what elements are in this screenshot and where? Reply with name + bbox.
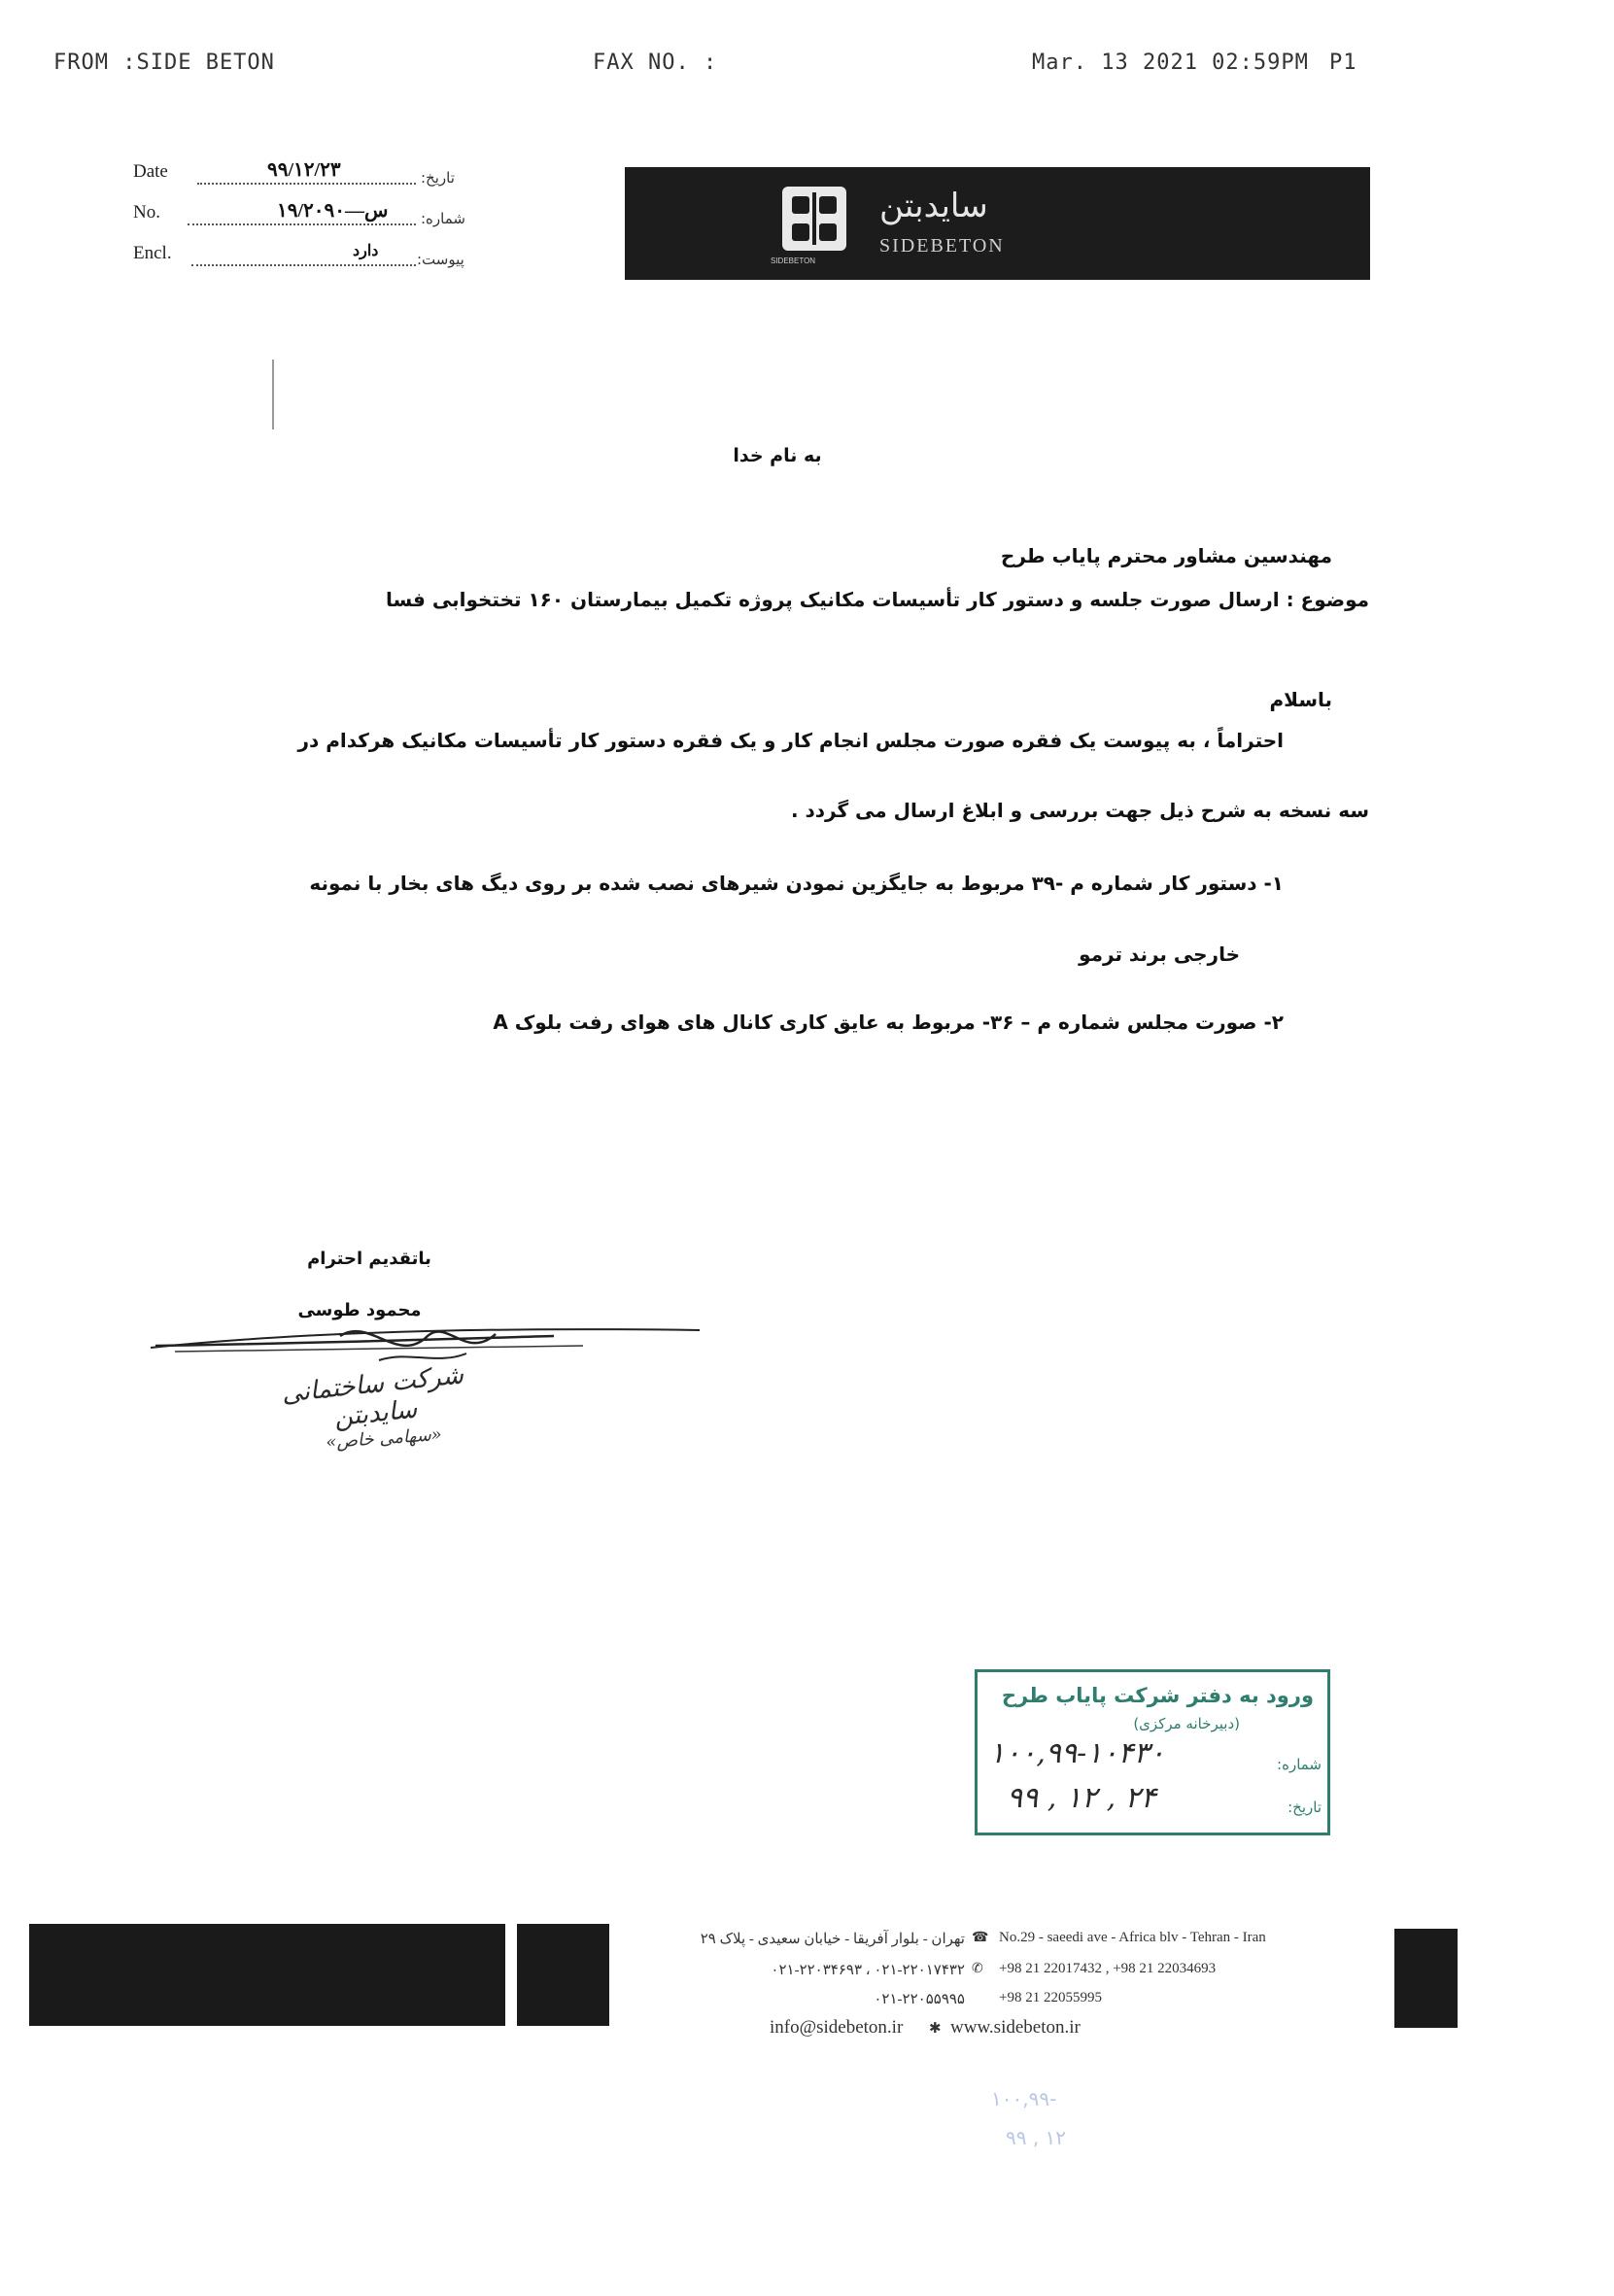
salutation: باسلام <box>1269 688 1332 711</box>
enclosure-label-fa: پیوست: <box>417 251 464 268</box>
footer-bar-left <box>29 1924 505 2026</box>
body-line-1: احتراماً ، به پیوست یک فقره صورت مجلس انجام کار و یک فقره دستور کار تأسیسات مکانیک هرکدام در <box>297 729 1284 752</box>
company-name-en: SIDEBETON <box>879 235 1005 257</box>
enclosure-dotted-line <box>191 264 416 266</box>
body-line-2: سه نسخه به شرح ذیل جهت بررسی و ابلاغ ارسال می گردد . <box>790 799 1369 822</box>
date-label-fa: تاریخ: <box>421 169 455 187</box>
margin-tick <box>272 360 274 429</box>
subject: موضوع : ارسال صورت جلسه و دستور کار تأسیسات مکانیک پروژه تکمیل بیمارستان ۱۶۰ تختخوابی فسا <box>385 588 1369 611</box>
number-label: No. <box>133 202 160 223</box>
stamp-date-value: ۹۹ , ۱۲ , ۲۴ <box>1007 1781 1156 1815</box>
list-item-1-line-1: ۱- دستور کار شماره م -۳۹ مربوط به جایگزین نمودن شیرهای نصب شده بر روی دیگ های بخار با نمونه <box>309 872 1284 895</box>
footer-address-en: No.29 - saeedi ave - Africa blv - Tehran - Iran <box>999 1930 1266 1945</box>
footer-phones-fa: ۰۲۱-۲۲۰۱۷۴۳۲ ، ۰۲۱-۲۲۰۳۴۶۹۳ <box>771 1963 965 1978</box>
fax-page: P1 <box>1329 51 1357 75</box>
recipient: مهندسین مشاور محترم پایاب طرح <box>1000 544 1332 567</box>
stamp-title: ورود به دفتر شرکت پایاب طرح <box>1001 1684 1314 1707</box>
faint-mark-line-1: ۱۰۰,۹۹- <box>991 2087 1057 2110</box>
fax-number-label: FAX NO. : <box>593 51 718 75</box>
enclosure-value: دارد <box>353 243 379 259</box>
footer-phones-en: +98 21 22017432 , +98 21 22034693 <box>999 1961 1217 1976</box>
fax-from: FROM :SIDE BETON <box>53 51 275 75</box>
enclosure-label: Encl. <box>133 243 172 263</box>
sidebeton-logo-icon <box>780 185 848 255</box>
stamp-subtitle: (دبیرخانه مرکزی) <box>1133 1715 1240 1732</box>
number-dotted-line <box>188 223 416 225</box>
footer-phone-icon: ✆ <box>972 1962 983 1976</box>
footer-fax-en: +98 21 22055995 <box>999 1990 1102 2005</box>
footer-address-icon: ☎ <box>972 1931 989 1945</box>
number-value: س—۱۹/۲۰۹۰ <box>277 200 389 222</box>
footer-bar-right <box>1394 1929 1458 2028</box>
list-item-1-line-2: خارجی برند ترمو <box>1079 942 1240 966</box>
fax-datetime: Mar. 13 2021 02:59PM <box>1032 51 1309 75</box>
signer-name: محمود طوسی <box>297 1300 422 1320</box>
footer-fax-fa: ۰۲۱-۲۲۰۵۵۹۹۵ <box>874 1992 965 2007</box>
footer-address-fa: تهران - بلوار آفریقا - خیابان سعیدی - پلاک ۲۹ <box>700 1932 965 1947</box>
handwritten-note: «سهامی خاص» <box>325 1423 443 1454</box>
footer-email: info@sidebeton.ir <box>770 2017 904 2038</box>
basmala: به نام خدا <box>733 445 822 466</box>
stamp-number-label: شماره: <box>1277 1756 1322 1773</box>
date-label: Date <box>133 161 168 182</box>
date-value: ۹۹/۱۲/۲۳ <box>267 159 341 181</box>
closing: باتقدیم احترام <box>307 1249 431 1269</box>
footer-web: www.sidebeton.ir <box>950 2017 1081 2038</box>
letter-meta <box>131 155 496 277</box>
number-label-fa: شماره: <box>421 210 465 227</box>
faint-mark-line-2: ۹۹ , ۱۲ <box>1006 2126 1067 2149</box>
handwritten-company: شرکت ساختمانی سایدبتن <box>280 1360 465 1433</box>
stamp-date-label: تاریخ: <box>1288 1799 1322 1816</box>
stamp-number-value: ۱۰۰,۹۹-۱۰۴۳۰ <box>989 1736 1165 1770</box>
list-item-2: ۲- صورت مجلس شماره م – ۳۶- مربوط به عایق کاری کانال های هوای رفت بلوک A <box>493 1011 1284 1034</box>
date-dotted-line <box>197 183 416 185</box>
footer-bar-mid <box>517 1924 609 2026</box>
footer-globe-icon: ✱ <box>929 2021 942 2037</box>
receipt-stamp <box>975 1669 1330 1835</box>
logo-mark-caption: SIDEBETON <box>771 257 816 265</box>
company-name-fa: سایدبتن <box>879 187 988 225</box>
company-logo-band <box>625 167 1370 280</box>
